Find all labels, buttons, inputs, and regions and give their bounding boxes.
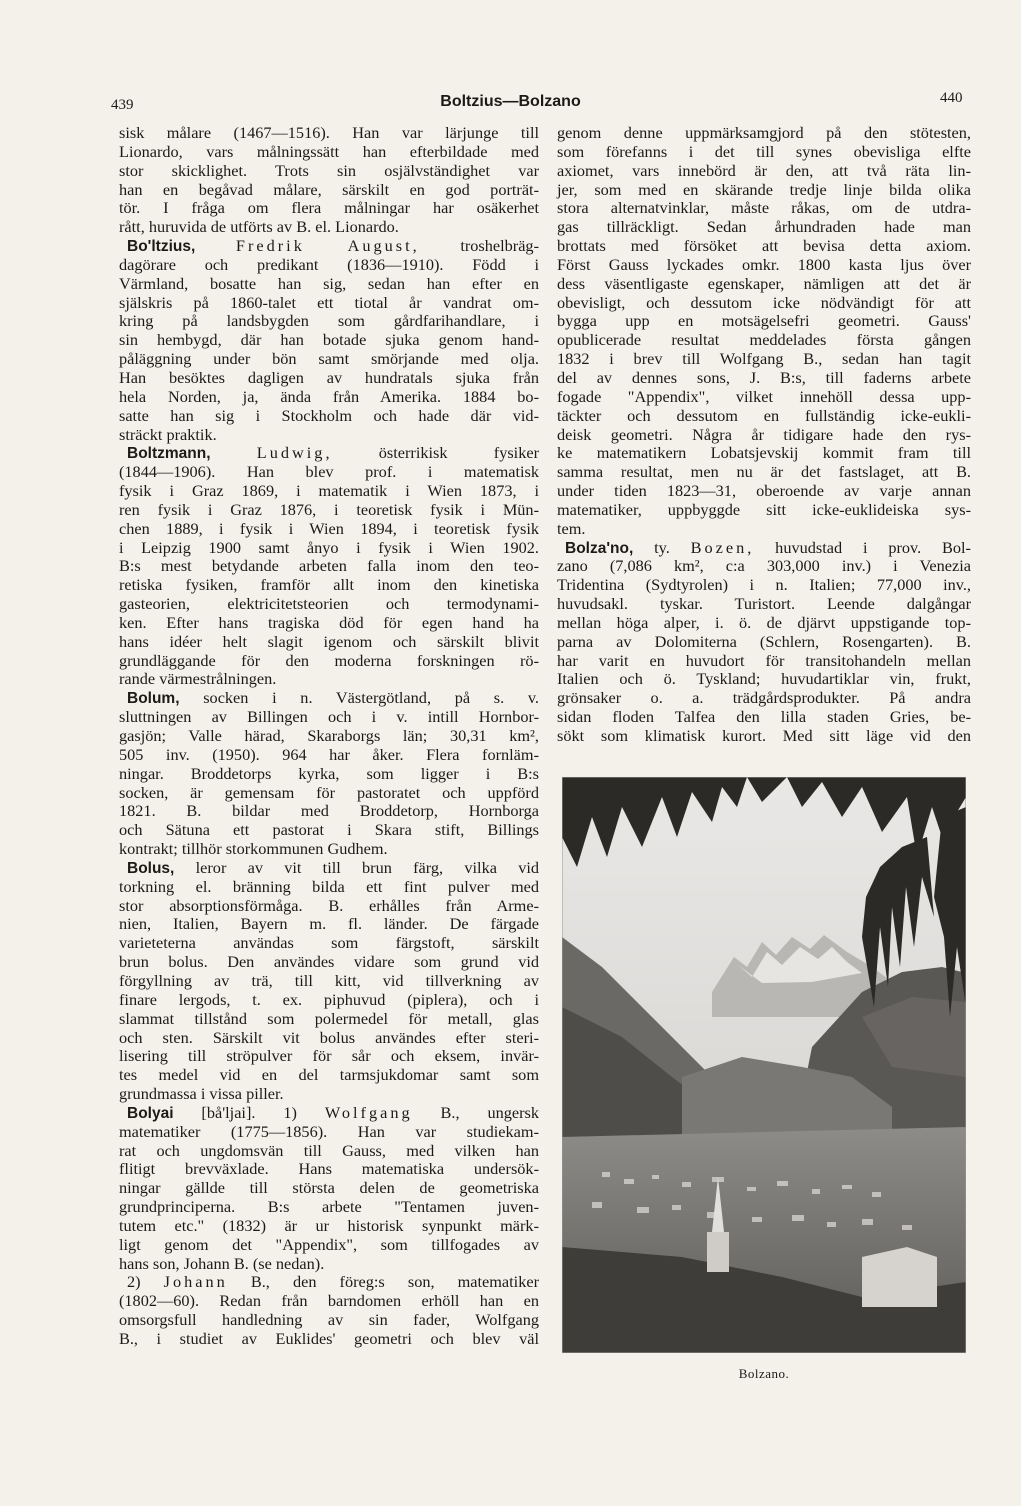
entry-bolyai xyxy=(119,1104,539,1123)
entry-name: Bozen, xyxy=(690,537,755,557)
text-line: stora alternatvinklar, måste råkas, om de utdra- xyxy=(557,198,971,218)
entry-bolum xyxy=(119,689,539,708)
headword: Bolus, xyxy=(127,859,175,877)
text-line: ke matematikern Lobatsjevskij kommit fram till xyxy=(557,443,971,463)
text-line: obevisligt, och dessutom icke nödvändigt för att xyxy=(557,292,971,312)
page-number-right: 440 xyxy=(940,90,963,106)
text-line: dess väsentligaste egenskaper, nämligen att det är xyxy=(557,273,971,293)
text-line: Först Gauss lyckades omkr. 1800 kasta ljus över xyxy=(557,254,971,274)
right-column xyxy=(557,124,971,746)
text-line: och Sätuna ett pastorat i Skara stift, Billings xyxy=(119,820,539,840)
entry-name: Fredrik August, xyxy=(235,236,420,256)
entry-name: Wolfgang xyxy=(324,1102,413,1122)
text-line: Värmland, bosatte han sig, sedan han efter en xyxy=(119,273,539,293)
text-line: socken, är gemensam för pastoratet och uppförd xyxy=(119,782,539,802)
text-line: rande värmestrålningen. xyxy=(119,669,277,689)
text-line: ren fysik i Graz 1876, i teoretisk fysik i Mün- xyxy=(119,499,539,519)
text-line: sin hembygd, där han botade sjuka genom hand- xyxy=(119,330,539,350)
text-line: axiomet, vars innebörd är den, att två räta lin- xyxy=(557,160,971,180)
page-number-left: 439 xyxy=(111,97,134,113)
entry-text: [bå'ljai]. 1) xyxy=(173,1102,325,1122)
entry-boltzmann xyxy=(119,444,539,463)
text-line: påläggning under bön samt smörjande med olja. xyxy=(119,349,539,369)
text-line: sökt som klimatisk kurort. Med sitt läge vid den xyxy=(557,726,971,745)
text-line: Lionardo, vars målningssätt han efterbildade med xyxy=(119,141,539,161)
text-line: grönsaker o. a. trädgårdsprodukter. På andra xyxy=(557,688,971,708)
text-line: huvudsakl. tyskar. Turistort. Leende dalgångar xyxy=(557,594,971,614)
headword: Bolza'no, xyxy=(565,539,634,557)
text-line: ken. Efter hans tragiska död för egen hand ha xyxy=(119,612,539,632)
running-head: Boltzius—Bolzano xyxy=(440,93,581,110)
photo-caption: Bolzano. xyxy=(738,1366,790,1381)
entry-text: troshelbräg- xyxy=(419,236,539,256)
text-line: slammat tillstånd som polermedel för metall, glas xyxy=(119,1008,539,1028)
text-line: omsorgsfull handledning av sin fader, Wolfgang xyxy=(119,1310,539,1330)
text-line: stor skicklighet. Trots sin osjälvständighet var xyxy=(119,160,539,180)
entry-text: 2) xyxy=(127,1272,164,1292)
text-line: ligt genom det "Appendix", som tillfogades av xyxy=(119,1234,539,1254)
text-line: och sten. Särskilt vit bolus användes efter steri- xyxy=(119,1027,539,1047)
landscape-illustration xyxy=(562,777,966,1353)
text-line: samma resultat, men nu är det fastslaget, att B. xyxy=(557,462,971,482)
text-line: hela Norden, ja, ända från Amerika. 1884 bo- xyxy=(119,386,539,406)
entry-bolus xyxy=(119,859,539,878)
text-line: matematiker (1775—1856). Han var studiekam- xyxy=(119,1121,539,1141)
text-line: nien, Italien, Bayern m. fl. länder. De färgade xyxy=(119,914,539,934)
headword: Boltzmann, xyxy=(127,445,211,463)
text-line: sträckt praktik. xyxy=(119,424,217,444)
text-line: fysik i Graz 1869, i matematik i Wien 1873, i xyxy=(119,481,539,501)
entry-text: B., den föreg:s son, matematiker xyxy=(227,1272,539,1292)
text-line: tör. I fråga om flera målningar har osäkerhet xyxy=(119,198,539,218)
text-line: han en begåvad målare, särskilt en god porträt- xyxy=(119,179,539,199)
text-line: fogade "Appendix", vilket innehöll dessa upp- xyxy=(557,386,971,406)
text-line: chen 1889, i fysik i Wien 1894, i teoretisk fysik xyxy=(119,518,539,538)
entry-text: socken i n. Västergötland, på s. v. xyxy=(179,688,539,708)
text-line: grundprinciperna. B:s arbete "Tentamen juven- xyxy=(119,1197,539,1217)
text-line: (1802—60). Redan från barndomen erhöll han en xyxy=(119,1291,539,1311)
text-line: har varit en huvudort för transitohandeln mellan xyxy=(557,650,971,670)
text-line: tutem etc." (1832) är ur historisk synpunkt märk- xyxy=(119,1215,539,1235)
text-line: ningar. Broddetorps kyrka, som ligger i B:s xyxy=(119,763,539,783)
text-line: varieteterna användas som färgstoft, särskilt xyxy=(119,933,539,953)
text-line: gasteorien, elektricitetsteorien och termodynami- xyxy=(119,594,539,614)
text-line: kring på landsbygden som gårdfarihandlare, i xyxy=(119,311,539,331)
text-line: B:s mest betydande arbeten falla inom den teo- xyxy=(119,556,539,576)
text-line: ningar gällde till största delen de geometriska xyxy=(119,1178,539,1198)
text-line: Tridentina (Sydtyrolen) i n. Italien; 77,000 inv., xyxy=(557,575,971,595)
text-line: lisering till ströpulver för sår och eksem, invär- xyxy=(119,1046,539,1066)
text-line: torkning el. bränning bilda ett fint pulver med xyxy=(119,876,539,896)
headword: Bo'ltzius, xyxy=(127,238,196,256)
text-line: rat och ungdomsvän till Gauss, med vilken han xyxy=(119,1140,539,1160)
text-line: under tiden 1823—31, oberoende av varje annan xyxy=(557,481,971,501)
text-line: parna av Dolomiterna (Schlern, Rosengarten). B. xyxy=(557,631,971,651)
text-line: 505 inv. (1950). 964 har åker. Flera fornläm- xyxy=(119,744,539,764)
entry-boltzius xyxy=(119,237,539,256)
text-line: del av dennes sons, J. B:s, till faderns arbete xyxy=(557,367,971,387)
entry-text: B., ungersk xyxy=(412,1102,539,1122)
text-line: B., i studiet av Euklides' geometri och blev väl xyxy=(119,1329,539,1348)
entry-text: huvudstad i prov. Bol- xyxy=(754,537,971,557)
headword: Bolyai xyxy=(127,1104,174,1122)
text-line: finare lergods, t. ex. piphuvud (piplera), och i xyxy=(119,989,539,1009)
text-line: i Leipzig 1900 samt ånyo i fysik i Wien 1902. xyxy=(119,537,539,557)
text-line: Han besöktes dagligen av hundratals sjuka från xyxy=(119,367,539,387)
text-line: deisk geometri. Några år tidigare hade den rys- xyxy=(557,424,971,444)
text-line: 1821. B. bildar med Broddetorp, Hornborga xyxy=(119,801,539,821)
text-line: rått, huruvida de utförts av B. el. Lionardo. xyxy=(119,217,399,237)
text-line: brun bolus. Den användes vidare som grund vid xyxy=(119,952,539,972)
text-line: förgyllning av trä, till kitt, vid tillverkning av xyxy=(119,970,539,990)
text-line: tem. xyxy=(557,518,586,538)
text-line: sidan floden Talfea den lilla staden Gries, be- xyxy=(557,707,971,727)
entry-johann xyxy=(119,1273,539,1292)
text-line: flitigt brevväxlade. Hans matematiska undersök- xyxy=(119,1159,539,1179)
entry-text: ty. xyxy=(633,537,691,557)
text-line: retiska fysiken, framför allt inom den kinetiska xyxy=(119,575,539,595)
text-line: tes medel vid en del tarmsjukdomar samt som xyxy=(119,1065,539,1085)
text-line: hans idéer helt slagit igenom och särskilt blivit xyxy=(119,631,539,651)
text-line: genom denne uppmärksamgjord på den stötesten, xyxy=(557,123,971,142)
text-line: zano (7,086 km², c:a 303,000 inv.) i Venezia xyxy=(557,556,971,576)
text-line: själskris på 1860-talet ett tiotal år vandrat om- xyxy=(119,292,539,312)
text-line: sisk målare (1467—1516). Han var lärjunge till xyxy=(119,123,539,142)
text-line: kontrakt; tillhör storkommunen Gudhem. xyxy=(119,839,388,859)
entry-name: Ludwig, xyxy=(256,443,333,463)
text-line: mellan höga alper, i. ö. de djärvt uppstigande top- xyxy=(557,612,971,632)
text-line: som förefanns i det till synes obevisliga elfte xyxy=(557,141,971,161)
text-line: bygga upp en motsägelsefri geometri. Gauss' xyxy=(557,311,971,331)
text-line: täckter och dessutom en fullständig icke-eukli- xyxy=(557,405,971,425)
text-line: grundläggande för den moderna forskningen rö- xyxy=(119,650,539,670)
entry-bolzano xyxy=(557,539,971,558)
text-line: sluttningen av Billingen och i v. intill Hornbor- xyxy=(119,707,539,727)
headword: Bolum, xyxy=(127,690,180,708)
text-line: jer, som med en skärande tredje linje bilda olika xyxy=(557,179,971,199)
text-line: stor absorptionsförmåga. B. erhålles från Arme- xyxy=(119,895,539,915)
text-line: 1832 i brev till Wolfgang B., sedan han tagit xyxy=(557,349,971,369)
left-column xyxy=(119,124,539,1349)
text-line: gas tillräckligt. Sedan århundraden hade man xyxy=(557,217,971,237)
text-line: satte han sig i Stockholm och hade där vid- xyxy=(119,405,539,425)
text-line: grundmassa i vissa piller. xyxy=(119,1084,284,1104)
entry-text: österrikisk fysiker xyxy=(332,443,539,463)
text-line: hans son, Johann B. (se nedan). xyxy=(119,1253,325,1273)
text-line: Italien och ö. Tyskland; huvudartiklar vin, frukt, xyxy=(557,669,971,689)
text-line: opublicerade resultat meddelades första gången xyxy=(557,330,971,350)
text-line: dagörare och predikant (1836—1910). Född i xyxy=(119,254,539,274)
entry-name: Johann xyxy=(163,1272,228,1292)
text-line: (1844—1906). Han blev prof. i matematisk xyxy=(119,462,539,482)
text-line: gasjön; Valle härad, Skaraborgs län; 30,31 km², xyxy=(119,726,539,745)
text-line: matematiker, uppbyggde sitt icke-euklideiska sys- xyxy=(557,499,971,519)
bolzano-photo xyxy=(562,777,966,1353)
text-line: brottats med försöket att bevisa detta axiom. xyxy=(557,236,971,256)
entry-text: leror av vit till brun färg, vilka vid xyxy=(174,857,539,877)
